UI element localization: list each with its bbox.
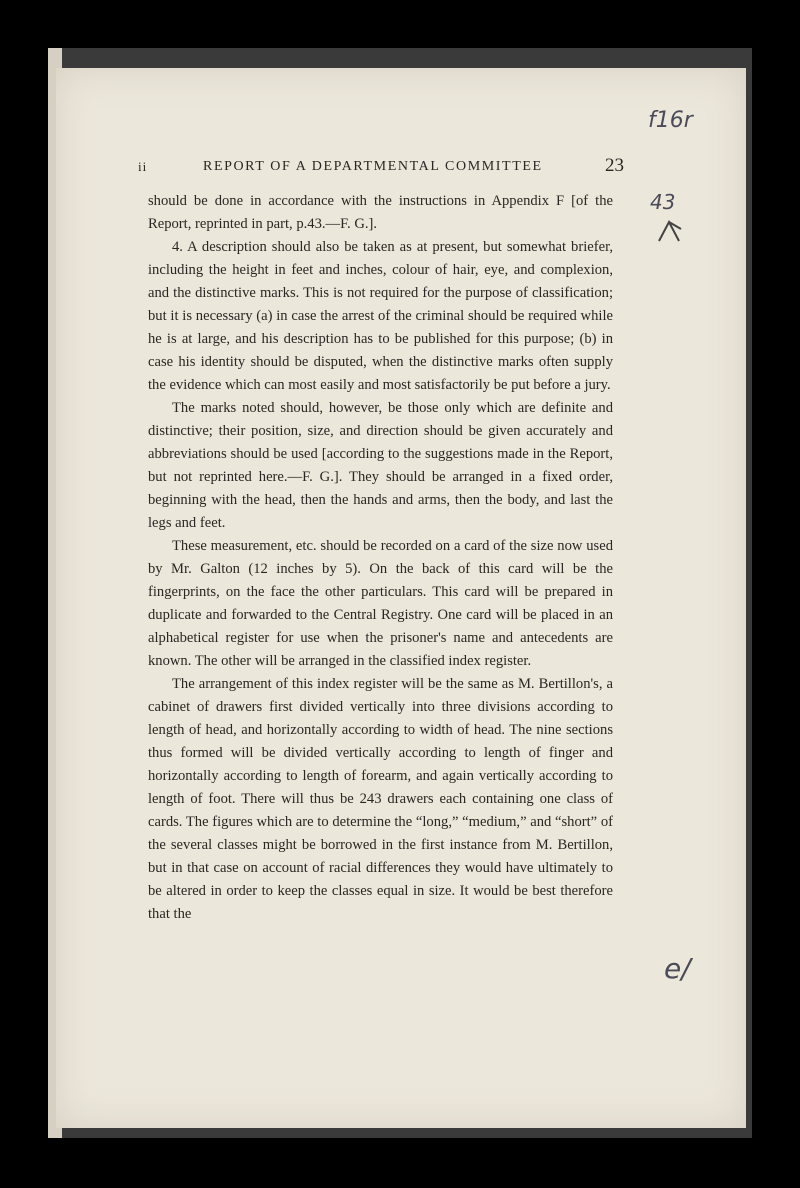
caret-mark-icon [656, 218, 684, 244]
handwritten-folio: f16r [648, 108, 693, 133]
header-left-mark: ii [138, 159, 148, 174]
paragraph-5: The arrangement of this index register will be the same as M. Bertillon's, a cabinet of drawers first divided vertically into three divisions according to length of head, and horizontally according to width of head. The nine sections thus formed will be divided vertically according to length of finger and horizontally according to length of forearm, and again vertically according to length of foot. There will thus be 243 drawers each containing one class of cards. The figures which are to determine the “long,” “medium,” and “short” of the several classes might be borrowed in the first instance from M. Bertillon, but in that case on account of racial differences they would have ultimately to be altered in order to keep the classes equal in size. It would be best therefore that the [148, 676, 613, 922]
body-text [148, 190, 613, 926]
paragraph-4: These measurement, etc. should be recorded on a card of the size now used by Mr. Galton (12 inches by 5). On the back of this card will be the fingerprints, on the face the other particulars. This card will be prepared in duplicate and forwarded to the Central Registry. One card will be placed in an alphabetical register for use when the prisoner's name and antecedents are known. The other will be arranged in the classified index register. [148, 538, 613, 669]
running-header [138, 155, 624, 181]
header-title: REPORT OF A DEPARTMENTAL COMMITTEE [203, 159, 543, 174]
handwritten-bottom-mark: e/ [664, 952, 691, 985]
handwritten-margin-number: 43 [650, 190, 676, 214]
paragraph-2: 4. A description should also be taken as at present, but somewhat briefer, including the height in feet and inches, colour of hair, eye, and complexion, and the distinctive marks. This is not required for the purpose of classification; but it is necessary (a) in case the arrest of the criminal should be required while he is at large, and his description has to be published for this purpose; (b) in case his identity should be disputed, when the distinctive marks often supply the evidence which can most easily and most satisfactorily be put before a jury. [148, 239, 613, 393]
paragraph-3: The marks noted should, however, be those only which are definite and distinctive; their position, size, and direction should be given accurately and abbreviations should be used [according to the suggestions made in the Report, but not reprinted here.—F. G.]. They should be arranged in a fixed order, beginning with the head, then the hands and arms, then the body, and last the legs and feet. [148, 400, 613, 531]
page-number: 23 [605, 155, 624, 176]
paragraph-1: should be done in accordance with the instructions in Appendix F [of the Report, reprinted in part, p.43.—F. G.]. [148, 193, 613, 232]
